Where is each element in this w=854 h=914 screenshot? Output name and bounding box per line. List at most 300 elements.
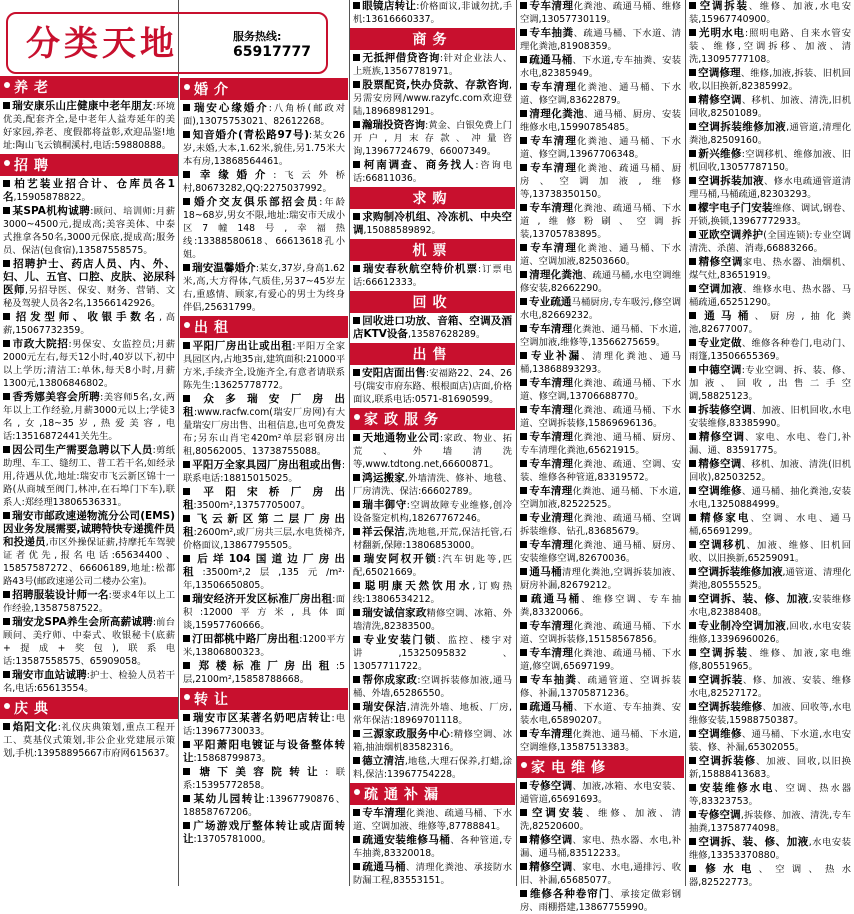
ad-body: 、加液、回收,以旧换新,15888413683。	[689, 756, 851, 780]
section-transfer-list	[180, 712, 348, 846]
ad-body: :咨询电话:66811036。	[353, 160, 512, 184]
classified-ad	[517, 377, 684, 403]
bullet-square-icon	[353, 555, 360, 562]
ad-body: 化粪池、通马桶、下水道、修空调,13967706348。	[520, 136, 681, 160]
ad-title: 檬宇电子门安装	[698, 202, 773, 214]
classified-ad	[517, 620, 684, 646]
section-housekeeping-list	[350, 432, 515, 781]
ad-title: 专车清理	[529, 162, 578, 174]
bullet-square-icon	[353, 474, 360, 481]
classified-ad	[350, 553, 515, 579]
ad-body: ,水电安装维修,13353370880。	[689, 837, 852, 861]
classified-ad	[350, 211, 515, 237]
ad-body: :3500m²,2层,135元/m²·年,13506650805。	[183, 567, 345, 591]
bullet-square-icon	[183, 395, 190, 402]
classified-ad	[686, 94, 854, 120]
ad-body: :家政、物业、拓荒、外墙清洗等,www.tdtong.net,66600871。	[353, 433, 512, 470]
section-eldercare: 养老	[0, 76, 178, 98]
ad-body: 、清理化粪池、通马桶,13868893293。	[520, 351, 681, 375]
ad-title: 眼镜店转让	[362, 0, 417, 12]
bullet-square-icon	[520, 29, 527, 36]
ad-body: 、维修空调、专车抽粪,83320066。	[520, 594, 681, 618]
section-transfer: 转让	[180, 688, 348, 710]
ad-body: 、空调、热水器等,83323753。	[689, 783, 851, 807]
ad-title: 祥云保洁	[362, 526, 405, 538]
classified-ad	[517, 431, 684, 457]
classified-ad	[686, 148, 854, 174]
ad-title: 空调安装	[529, 807, 586, 819]
ad-title: 空调拆装维修加液	[698, 566, 783, 578]
classified-ad	[686, 566, 854, 592]
bullet-square-icon	[689, 231, 696, 238]
classified-ad	[350, 0, 515, 26]
ad-body: 、家电、水电、卷门,补漏、通、83591775。	[689, 432, 851, 456]
bullet-square-icon	[520, 487, 527, 494]
classified-ad	[180, 169, 348, 195]
classified-ad	[686, 755, 854, 781]
section-recruitment-list	[0, 178, 178, 695]
ad-title: 招发型师、收银手数名	[12, 311, 159, 323]
classified-ad	[0, 721, 178, 760]
column-4	[517, 0, 684, 913]
classified-ad	[517, 296, 684, 322]
bullet-square-icon	[353, 809, 360, 816]
ad-body: 化粪池、疏通马桶、下水道,修空调,65697199。	[520, 648, 681, 672]
bullet-square-icon	[689, 541, 696, 548]
bullet-square-icon	[689, 433, 696, 440]
ad-title: 帮你成家政	[362, 674, 418, 686]
bullet-square-icon	[689, 784, 696, 791]
ad-body: :年龄18~68岁,男女不限,地址:瑞安市天成小区7幢148号,幸福热线:13388580618、66613618孔小姐。	[183, 197, 346, 260]
ad-title: 空调拆、装、修、加液	[698, 593, 809, 605]
ad-body: :13967790876、18858767206。	[183, 794, 345, 818]
ad-title: 安装维修水电	[698, 782, 775, 794]
ad-body: 、家电、热水器、水电,补漏、通马桶,83512233。	[520, 835, 681, 859]
bullet-square-icon	[353, 317, 360, 324]
ad-body: 化粪池、疏通马桶、维修空调,13057730119。	[520, 1, 681, 25]
ad-body: 、清理化粪池、承接防水防漏工程,83553151。	[353, 862, 512, 886]
ad-body: :照明电路、自来水管安装、维修,空调拆移、加液、清洗,13095777108。	[689, 28, 851, 65]
ad-title: 专修空调	[529, 780, 573, 792]
ad-title: 修水电	[698, 863, 759, 875]
bullet-square-icon	[183, 662, 190, 669]
ad-body: 、通马桶、下水道,水电安装、修、补漏,65302055。	[689, 729, 851, 753]
classified-ad	[686, 256, 854, 282]
classified-ad	[517, 350, 684, 376]
section-for-sale-list	[350, 367, 515, 406]
classified-ad	[517, 323, 684, 349]
classified-ad	[180, 102, 348, 128]
classified-ad	[517, 458, 684, 484]
bullet-square-icon	[689, 204, 696, 211]
bullet-square-icon	[183, 198, 190, 205]
classified-ad	[517, 728, 684, 754]
ad-title: 柏艺装业招合计、仓库员各1名	[3, 178, 175, 203]
ad-body: ,另招导医、保安、财务、营销、文秘及驾驶人员各2名,13566142926。	[3, 285, 175, 309]
ad-body: :顾问、培训师:月薪3000~4500元,提成高;美容美体、中泰式推拿各50名,3000元保底,提成高;服务员、保洁(包食宿),13587558575。	[3, 206, 176, 256]
classified-ad	[350, 119, 515, 158]
ad-body: ,回收,水电安装维修,13396960026。	[689, 621, 851, 645]
section-celebration: 庆典	[0, 697, 178, 719]
ad-title: 空调维修	[698, 485, 742, 497]
classified-ad	[0, 589, 178, 615]
section-rental-list	[180, 340, 348, 686]
classified-ad	[517, 647, 684, 673]
bullet-square-icon	[3, 313, 10, 320]
ad-title: 光明水电	[698, 27, 745, 39]
classified-ad	[0, 258, 178, 310]
ad-body: ,通管道,清理化粪池,82509160。	[689, 122, 851, 146]
bullet-square-icon	[689, 757, 696, 764]
section-air-tickets: 机票	[350, 239, 515, 261]
classified-ad	[686, 809, 854, 835]
ad-body: 化粪池、通马桶、下水道,空调维修,13587513383。	[520, 729, 681, 753]
classified-ad	[686, 337, 854, 363]
classified-ad	[517, 81, 684, 107]
ad-body: 、承接定做彩钢房、雨棚搭建,13867755990。	[520, 889, 681, 913]
bullet-square-icon	[183, 741, 190, 748]
ad-title: 维修各种卷帘门	[529, 888, 611, 900]
section-transfer-cont-list	[350, 0, 515, 26]
classified-ad	[686, 647, 854, 673]
ad-body: ,高薪,15067732359。	[3, 312, 176, 336]
ad-title: 专业定做	[698, 337, 742, 349]
ad-body: ,订购热线:13806534212。	[353, 581, 512, 605]
ad-title: 空调拆装	[698, 674, 743, 686]
ad-title: 空调拆装修	[698, 755, 757, 767]
bullet-square-icon	[689, 865, 696, 872]
bullet-square-icon	[183, 131, 190, 138]
bullet-square-icon	[520, 541, 527, 548]
ad-title: 清理化粪池	[529, 269, 583, 281]
ad-body: 、空调、热水器,82522773。	[689, 864, 851, 888]
bullet-square-icon	[520, 514, 527, 521]
bullet-square-icon	[183, 595, 190, 602]
ad-title: 专车清理	[529, 377, 574, 389]
bullet-square-icon	[520, 379, 527, 386]
ad-body: :5层,2100m²,15858788668。	[183, 661, 345, 685]
ad-body: ,市区外操保证薪,持摩托车驾驶证者优先,报名电话:65634400、15857587272、66606189,地址:松都路43号(邮政速递公司二楼办公室)。	[3, 537, 175, 587]
appliance-services-list	[686, 0, 854, 889]
ad-body: :空调移机、维修加液、旧机回收,13057787150。	[689, 149, 851, 173]
classified-ad	[0, 616, 178, 668]
section-purchase: 求购	[350, 187, 515, 209]
classified-ad	[180, 393, 348, 458]
ad-title: 柯南调查、商务找人	[362, 159, 476, 171]
ad-body: ,外墙清洗、修补、地毯、厂房清洗、保洁:66602789。	[353, 473, 512, 497]
classified-ad	[517, 888, 684, 914]
bullet-square-icon	[353, 2, 360, 9]
ad-title: 瑞安诚信家政	[362, 607, 427, 619]
ad-body: :1200平方米,13806800323。	[183, 634, 346, 658]
page-title: 分类天地	[26, 24, 178, 64]
ad-title: 股票配资,快办贷款、存款咨询	[362, 79, 510, 91]
ad-body: 、空调、水电、通马桶,65691299。	[689, 513, 851, 537]
ad-body: :电话:13967730033。	[183, 713, 346, 737]
bullet-square-icon	[3, 180, 10, 187]
ad-title: 专车清理	[529, 81, 578, 93]
classified-ad	[517, 269, 684, 295]
ad-body: 、各种管道,专车抽粪,83320018。	[353, 835, 512, 859]
bullet-square-icon	[520, 137, 527, 144]
classified-ad	[517, 807, 684, 833]
ad-body: 清理化粪池,空调拆装加液、厨房补漏,82679212。	[520, 567, 681, 591]
classified-ad	[517, 242, 684, 268]
ad-title: 瑞安保洁	[362, 701, 407, 713]
bullet-square-icon	[520, 595, 527, 602]
classified-ad	[517, 0, 684, 26]
ad-body: 、加液、维修、旧机回收、以旧换新,65259091。	[689, 540, 851, 564]
bullet-square-icon	[353, 54, 360, 61]
classified-ad	[0, 100, 178, 152]
bullet-square-icon	[183, 171, 190, 178]
bullet-square-icon	[689, 366, 696, 373]
bullet-square-icon	[689, 595, 696, 602]
bullet-square-icon	[183, 555, 190, 562]
classified-ad	[517, 108, 684, 134]
bullet-square-icon	[689, 514, 696, 521]
classified-ad	[180, 340, 348, 392]
ad-body: 、通马桶、厨房、安装维修水电,15990785485。	[520, 109, 681, 133]
ad-body: :空调拆装修加液,通马桶、外墙,65286550。	[353, 675, 512, 699]
bullet-square-icon	[353, 265, 360, 272]
ad-body: 、厨房,抽化粪池,82677007。	[689, 311, 851, 335]
ad-title: 专车清理	[529, 404, 574, 416]
bullet-square-icon	[520, 676, 527, 683]
ad-body: :平阳万全家具园区内,占地35亩,建筑面积:21000平方米,手续齐全,设施齐全,有意者请联系陈先生:13625778772。	[183, 341, 346, 391]
ad-title: 专车清理	[529, 0, 574, 12]
ad-body: 化粪池、疏通马桶、下水道、空调拆装修,15869696136。	[520, 405, 681, 429]
classified-ad	[350, 755, 515, 781]
bullet-square-icon	[3, 260, 10, 267]
ad-body: 、维修,加液,拆装、旧机回收,以旧换新,82385992。	[689, 68, 851, 92]
section-recycling-list	[350, 315, 515, 341]
classified-ad	[686, 512, 854, 538]
ad-title: 亚欧空调养护	[698, 229, 764, 241]
ad-body: ,拆装修、加液、清洗,专车抽粪,13758774098。	[689, 810, 851, 834]
ad-title: 专车抽粪	[529, 674, 578, 686]
bullet-square-icon	[353, 730, 360, 737]
classified-ad	[686, 485, 854, 511]
ad-title: 瀚瑞投资咨询	[362, 119, 426, 131]
ad-title: 中德空调	[698, 364, 742, 376]
bullet-square-icon	[3, 207, 10, 214]
ad-body: 、监控、楼宇对讲,15325095832、13057711722。	[353, 635, 512, 672]
ad-body: :黄金、白银免费上门开户,月末存款、冲量咨询,13967724679、66007349。	[353, 120, 513, 157]
bullet-square-icon	[353, 213, 360, 220]
ad-title: 郑楼标准厂房出租	[192, 660, 336, 672]
bullet-square-icon	[689, 406, 696, 413]
bullet-square-icon	[353, 121, 360, 128]
bullet-square-icon	[183, 714, 190, 721]
bullet-square-icon	[689, 730, 696, 737]
ad-body: 、维修、加液,家电维修,80551965。	[689, 648, 851, 672]
ad-body: :飞云外桥村,80673282,QQ:2275037992。	[183, 170, 345, 194]
ad-title: 瑞安春秋航空特价机票	[362, 263, 478, 275]
hotline-number: 65917777	[233, 44, 311, 60]
ad-body: :汽车钥匙等,匹配,65021669。	[353, 554, 512, 578]
ad-title: 德立清洁	[362, 755, 405, 767]
bullet-square-icon	[3, 723, 10, 730]
ad-title: 专业制冷空调加液	[698, 620, 787, 632]
ad-title: 婚介交友俱乐部招会员	[192, 196, 320, 208]
bullet-square-icon	[520, 460, 527, 467]
ad-title: 精修空调	[698, 458, 742, 470]
ad-title: 疏通马桶	[529, 54, 573, 66]
ad-body: :某女,37岁,身高1.62米,高,大方得体,气质佳,另37~45岁左右,重感情、顾家,有爱心的男士为终身伴侣,25631799。	[183, 263, 345, 313]
ad-title: 平阳萧阳电镀证与设备整体转让	[183, 739, 345, 764]
bullet-square-icon	[520, 568, 527, 575]
classified-ad	[180, 129, 348, 168]
ad-body: 、加液、旧机回收,水电安装维修,83385990。	[689, 405, 851, 429]
bullet-square-icon	[520, 890, 527, 897]
column-1	[0, 0, 178, 886]
classified-ad	[517, 701, 684, 727]
ad-title: 专业补漏	[529, 350, 582, 362]
classified-ad	[686, 0, 854, 26]
ad-title: 专车清理	[362, 807, 406, 819]
bullet-square-icon	[689, 676, 696, 683]
ad-title: 知音婚介(青松路97号)	[192, 129, 310, 141]
classified-ad	[686, 863, 854, 889]
classified-ad	[350, 701, 515, 727]
bullet-square-icon	[689, 838, 696, 845]
bullet-square-icon	[520, 110, 527, 117]
ad-body: :美容师5名,女,两年以上工作经验,月薪3000元以上;学徒3名,女,18~35岁,热爱美容,电话:13516872441关先生。	[3, 392, 175, 442]
ad-body: 化粪池、疏通、空调、安装、维修各种管道,83319572。	[520, 459, 681, 483]
ad-title: 市政大院招	[12, 338, 69, 350]
classified-ad	[350, 52, 515, 78]
bullet-square-icon	[520, 204, 527, 211]
classified-ad	[180, 262, 348, 314]
ad-body: 、修水电疏通管道清理马桶,马桶疏通,82303293。	[689, 176, 851, 200]
classified-ad	[350, 79, 515, 118]
classified-ad	[517, 539, 684, 565]
bullet-square-icon	[353, 703, 360, 710]
classified-ad	[686, 674, 854, 700]
classified-ad	[350, 499, 515, 525]
ad-body: ,15088589892。	[363, 225, 441, 236]
classified-ad	[180, 793, 348, 819]
ad-title: 精修空调	[529, 834, 573, 846]
ad-title: 瑞安康乐山庄健康中老年朋友	[12, 100, 153, 112]
bullet-square-icon	[520, 863, 527, 870]
ad-title: 专车清理	[529, 323, 573, 335]
ad-title: 安阳店面出售	[362, 367, 426, 379]
classified-ad	[517, 404, 684, 430]
ad-title: 招聘护士、药店人员、内、外、妇、儿、五官、口腔、皮肤、泌尿科医师	[3, 258, 175, 296]
bullet-square-icon	[689, 622, 696, 629]
ad-title: 香秀娜美容会所聘	[12, 391, 101, 403]
ad-body: 家电、热水器、油烟机、煤气灶,83651919。	[689, 257, 851, 281]
ad-title: 通马桶	[529, 566, 562, 578]
ad-title: 新兴维修	[698, 148, 742, 160]
ad-body: 、下水道,专车抽粪、安装水电,82385949。	[520, 55, 681, 79]
ad-title: 瑞安经济开发区标准厂房出租	[192, 593, 333, 605]
ad-body: 、家电、水电,通排污、收旧、补漏,65685077。	[520, 862, 681, 886]
classified-ad	[686, 782, 854, 808]
bullet-square-icon	[183, 822, 190, 829]
ad-body: 化粪池、疏通马桶、下水道,维修粉刷、空调拆装,13705783895。	[520, 203, 681, 240]
ad-title: 众多瑞安厂房出租	[183, 393, 345, 418]
ad-title: 空调修理	[698, 67, 741, 79]
classified-ad	[517, 566, 684, 592]
classified-ad	[180, 766, 348, 792]
classified-ad	[180, 513, 348, 552]
bullet-square-icon	[183, 515, 190, 522]
ad-body: :面积:12000平方米,具体面谈,15957760666。	[183, 594, 345, 631]
ad-body: ,洗地毯,开荒,保洁托管,石材翻新,保障:13806853000。	[353, 527, 512, 551]
ad-body: 、维修、加液,水电安装,15967740900。	[689, 1, 851, 25]
ad-title: 某SPA机构诚聘	[12, 205, 91, 217]
classified-ad	[0, 510, 178, 588]
ad-title: 天地通物业公司	[362, 432, 440, 444]
classified-ad	[686, 593, 854, 619]
ad-title: 求购制冷机组、冷冻机、中央空调	[353, 211, 512, 236]
ad-title: 空调拆装	[698, 0, 749, 12]
ad-body: :13705781000。	[193, 834, 271, 845]
ad-body: 精修空调、冰箱、外墙清洗,82383500。	[353, 608, 512, 632]
ad-title: 空调拆、装、修、加液	[698, 836, 809, 848]
bullet-square-icon	[520, 622, 527, 629]
bullet-square-icon	[3, 102, 10, 109]
column-2	[180, 0, 348, 886]
bullet-square-icon	[353, 636, 360, 643]
ad-title: 专车清理	[529, 135, 578, 147]
classified-ad	[350, 728, 515, 754]
classified-ad	[517, 780, 684, 806]
classified-ad	[686, 836, 854, 862]
ad-body: :专业空调、拆、装、修、加液、回收,出售二手空调,58825123。	[689, 365, 851, 402]
ad-title: 专车清理	[529, 539, 574, 551]
bullet-square-icon	[520, 325, 527, 332]
bullet-square-icon	[689, 2, 696, 9]
ad-title: 专业安装门锁	[362, 634, 437, 646]
ad-title: 疏通马桶	[362, 861, 406, 873]
ad-body: :订票电话:66612333。	[353, 264, 513, 288]
ad-title: 专车清理	[529, 202, 574, 214]
classified-ad	[180, 196, 348, 261]
classified-ad	[350, 807, 515, 833]
bullet-square-icon	[3, 340, 10, 347]
ad-title: 平阳万全家具园厂房出租或出售	[192, 459, 342, 471]
ad-body: 、下水道、专车抽粪、安装水电,65890207。	[520, 702, 681, 726]
ad-body: 化粪池、疏通马桶、厨房、空调加液,维修等,13738350150。	[520, 163, 681, 200]
bullet-square-icon	[689, 649, 696, 656]
ad-body: ,安装维修水电,82388408。	[689, 594, 852, 618]
classified-ad	[350, 263, 515, 289]
ad-title: 专车抽粪	[529, 27, 574, 39]
ad-body: 、维修水电、热水器、马桶疏通,65251290。	[689, 284, 851, 308]
ad-body: 、加液,冰箱、水电安装、通管道,65691693。	[520, 781, 681, 805]
bullet-square-icon	[520, 649, 527, 656]
ad-body: ,另需安房网/www.razyfc.com欢迎登陆,18968981291。	[353, 80, 512, 117]
bullet-square-icon	[520, 730, 527, 737]
ad-body: :针对企业法人、上班族,13567781971。	[353, 53, 512, 77]
classified-ad	[686, 404, 854, 430]
bullet-square-icon	[353, 434, 360, 441]
ad-body: ,通管道、清理化粪池,80555525。	[689, 567, 851, 591]
bullet-square-icon	[353, 161, 360, 168]
classified-ad	[686, 283, 854, 309]
bullet-square-icon	[3, 446, 10, 453]
ad-title: 专车清理	[529, 242, 578, 254]
classified-ad	[686, 202, 854, 228]
bullet-square-icon	[3, 618, 10, 625]
classified-ad	[517, 27, 684, 53]
ad-title: 专车清理	[529, 620, 574, 632]
classified-ad	[350, 634, 515, 673]
